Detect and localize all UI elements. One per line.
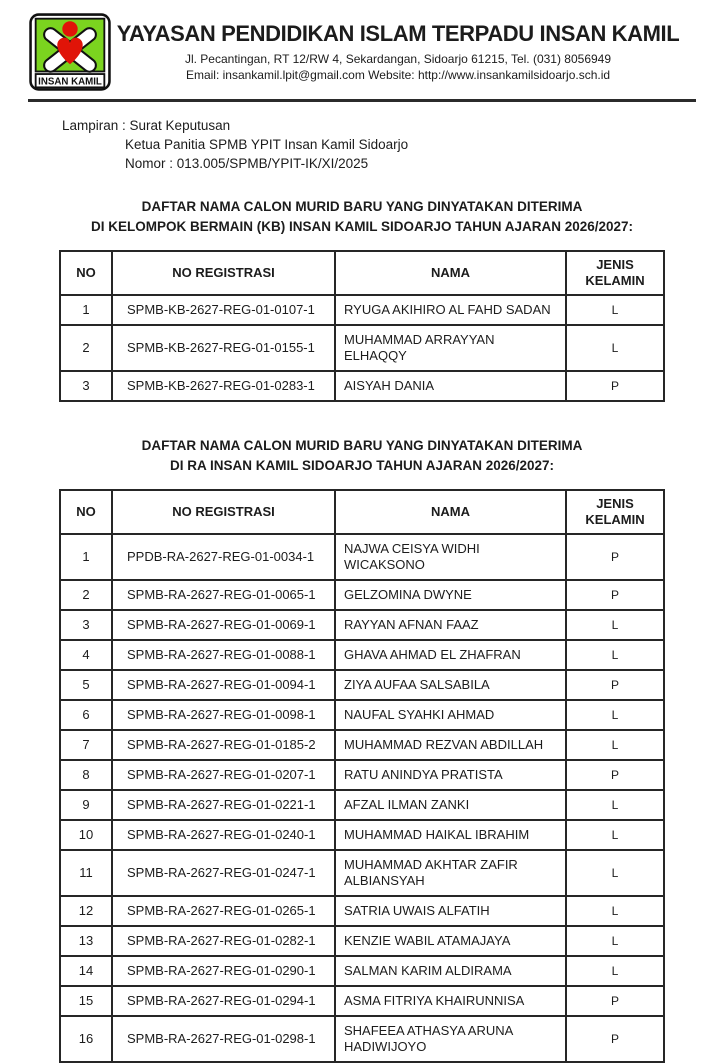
table-cell: 15 — [60, 986, 112, 1016]
section-title-ra-line2: DI RA INSAN KAMIL SIDOARJO TAHUN AJARAN 2026/2027: — [169, 458, 555, 473]
table-cell: ZIYA AUFAA SALSABILA — [335, 670, 566, 700]
table-cell: L — [566, 325, 664, 371]
table-cell: SPMB-RA-2627-REG-01-0207-1 — [112, 760, 335, 790]
table-cell: 16 — [60, 1016, 112, 1062]
table-cell: SPMB-KB-2627-REG-01-0107-1 — [112, 295, 335, 325]
table-cell: 3 — [60, 371, 112, 401]
table-row — [60, 790, 664, 820]
organization-name: YAYASAN PENDIDIKAN ISLAM TERPADU INSAN KAMIL — [116, 21, 680, 46]
table-cell: SPMB-RA-2627-REG-01-0282-1 — [112, 926, 335, 956]
table-cell: RYUGA AKIHIRO AL FAHD SADAN — [335, 295, 566, 325]
table-cell: L — [566, 896, 664, 926]
table-cell: AFZAL ILMAN ZANKI — [335, 790, 566, 820]
kb-roster-table — [59, 250, 665, 402]
table-cell: P — [566, 371, 664, 401]
col-header-jenis-kelamin: JENIS KELAMIN — [566, 490, 664, 534]
table-header-row — [60, 490, 664, 534]
table-cell: SHAFEEA ATHASYA ARUNA HADIWIJOYO — [335, 1016, 566, 1062]
table-cell: MUHAMMAD HAIKAL IBRAHIM — [335, 820, 566, 850]
table-cell: SPMB-RA-2627-REG-01-0294-1 — [112, 986, 335, 1016]
table-cell: PPDB-RA-2627-REG-01-0034-1 — [112, 534, 335, 580]
table-cell: 11 — [60, 850, 112, 896]
table-cell: 6 — [60, 700, 112, 730]
table-cell: L — [566, 700, 664, 730]
table-cell: AISYAH DANIA — [335, 371, 566, 401]
organization-address: Jl. Pecantingan, RT 12/RW 4, Sekardangan, Sidoarjo 61215, Tel. (031) 8056949 — [184, 52, 612, 66]
col-header-nama: NAMA — [335, 251, 566, 295]
table-cell: 10 — [60, 820, 112, 850]
school-logo — [28, 13, 112, 91]
table-cell: ASMA FITRIYA KHAIRUNNISA — [335, 986, 566, 1016]
table-row — [60, 325, 664, 371]
col-header-nama: NAMA — [335, 490, 566, 534]
table-cell: L — [566, 926, 664, 956]
table-row — [60, 580, 664, 610]
letterhead-text — [112, 21, 696, 83]
table-cell: SPMB-RA-2627-REG-01-0247-1 — [112, 850, 335, 896]
table-row — [60, 1016, 664, 1062]
table-cell: L — [566, 730, 664, 760]
table-header-row — [60, 251, 664, 295]
table-cell: 12 — [60, 896, 112, 926]
table-cell: SPMB-RA-2627-REG-01-0185-2 — [112, 730, 335, 760]
insan-kamil-logo-icon — [29, 13, 111, 91]
organization-contact: Email: insankamil.lpit@gmail.com Website: http://www.insankamilsidoarjo.sch.id — [185, 68, 611, 82]
table-cell: SALMAN KARIM ALDIRAMA — [335, 956, 566, 986]
table-cell: GELZOMINA DWYNE — [335, 580, 566, 610]
table-row — [60, 670, 664, 700]
table-row — [60, 700, 664, 730]
table-cell: L — [566, 295, 664, 325]
section-title-kb-line1: DAFTAR NAMA CALON MURID BARU YANG DINYATAKAN DITERIMA — [141, 199, 583, 214]
table-cell: 2 — [60, 580, 112, 610]
table-row — [60, 820, 664, 850]
col-header-no: NO — [60, 251, 112, 295]
table-row — [60, 534, 664, 580]
table-cell: P — [566, 1016, 664, 1062]
table-cell: 5 — [60, 670, 112, 700]
table-cell: L — [566, 640, 664, 670]
table-cell: SPMB-RA-2627-REG-01-0098-1 — [112, 700, 335, 730]
table-cell: 9 — [60, 790, 112, 820]
letter-number-line: Nomor : 013.005/SPMB/YPIT-IK/XI/2025 — [125, 156, 369, 171]
col-header-jenis-kelamin: JENIS KELAMIN — [566, 251, 664, 295]
table-cell: L — [566, 790, 664, 820]
table-cell: 7 — [60, 730, 112, 760]
table-cell: SPMB-RA-2627-REG-01-0094-1 — [112, 670, 335, 700]
table-row — [60, 850, 664, 896]
table-cell: RATU ANINDYA PRATISTA — [335, 760, 566, 790]
table-cell: 8 — [60, 760, 112, 790]
table-cell: SPMB-RA-2627-REG-01-0298-1 — [112, 1016, 335, 1062]
table-cell: 1 — [60, 295, 112, 325]
table-cell: MUHAMMAD AKHTAR ZAFIR ALBIANSYAH — [335, 850, 566, 896]
section-title-kb — [0, 197, 724, 237]
logo-label: INSAN KAMIL — [38, 76, 102, 88]
table-cell: L — [566, 850, 664, 896]
section-title-kb-line2: DI KELOMPOK BERMAIN (KB) INSAN KAMIL SIDOARJO TAHUN AJARAN 2026/2027: — [90, 219, 634, 234]
table-cell: SPMB-RA-2627-REG-01-0265-1 — [112, 896, 335, 926]
table-cell: SPMB-KB-2627-REG-01-0283-1 — [112, 371, 335, 401]
table-row — [60, 986, 664, 1016]
table-row — [60, 371, 664, 401]
lampiran-line: Lampiran : Surat Keputusan — [62, 118, 231, 133]
table-cell: NAJWA CEISYA WIDHI WICAKSONO — [335, 534, 566, 580]
col-header-registrasi: NO REGISTRASI — [112, 490, 335, 534]
table-row — [60, 295, 664, 325]
table-cell: L — [566, 820, 664, 850]
table-cell: 2 — [60, 325, 112, 371]
table-cell: SPMB-RA-2627-REG-01-0290-1 — [112, 956, 335, 986]
table-cell: NAUFAL SYAHKI AHMAD — [335, 700, 566, 730]
table-cell: 1 — [60, 534, 112, 580]
table-cell: MUHAMMAD REZVAN ABDILLAH — [335, 730, 566, 760]
table-cell: SPMB-RA-2627-REG-01-0240-1 — [112, 820, 335, 850]
table-cell: 4 — [60, 640, 112, 670]
letterhead — [28, 0, 696, 102]
table-cell: 13 — [60, 926, 112, 956]
col-header-registrasi: NO REGISTRASI — [112, 251, 335, 295]
col-header-no: NO — [60, 490, 112, 534]
table-cell: SPMB-RA-2627-REG-01-0065-1 — [112, 580, 335, 610]
table-cell: KENZIE WABIL ATAMAJAYA — [335, 926, 566, 956]
table-row — [60, 956, 664, 986]
table-row — [60, 730, 664, 760]
table-cell: P — [566, 760, 664, 790]
table-cell: 3 — [60, 610, 112, 640]
table-cell: RAYYAN AFNAN FAAZ — [335, 610, 566, 640]
table-cell: P — [566, 580, 664, 610]
table-cell: 14 — [60, 956, 112, 986]
table-row — [60, 640, 664, 670]
table-cell: GHAVA AHMAD EL ZHAFRAN — [335, 640, 566, 670]
letter-info — [62, 116, 724, 173]
table-cell: SATRIA UWAIS ALFATIH — [335, 896, 566, 926]
table-cell: P — [566, 534, 664, 580]
table-cell: L — [566, 956, 664, 986]
table-row — [60, 926, 664, 956]
ra-roster-table — [59, 489, 665, 1063]
table-cell: SPMB-RA-2627-REG-01-0069-1 — [112, 610, 335, 640]
table-cell: MUHAMMAD ARRAYYAN ELHAQQY — [335, 325, 566, 371]
table-cell: L — [566, 610, 664, 640]
committee-line: Ketua Panitia SPMB YPIT Insan Kamil Sidoarjo — [125, 137, 409, 152]
table-row — [60, 610, 664, 640]
table-row — [60, 760, 664, 790]
table-cell: P — [566, 670, 664, 700]
section-title-ra-line1: DAFTAR NAMA CALON MURID BARU YANG DINYATAKAN DITERIMA — [141, 438, 583, 453]
table-cell: P — [566, 986, 664, 1016]
table-row — [60, 896, 664, 926]
table-cell: SPMB-KB-2627-REG-01-0155-1 — [112, 325, 335, 371]
table-cell: SPMB-RA-2627-REG-01-0221-1 — [112, 790, 335, 820]
table-cell: SPMB-RA-2627-REG-01-0088-1 — [112, 640, 335, 670]
section-title-ra — [0, 436, 724, 476]
